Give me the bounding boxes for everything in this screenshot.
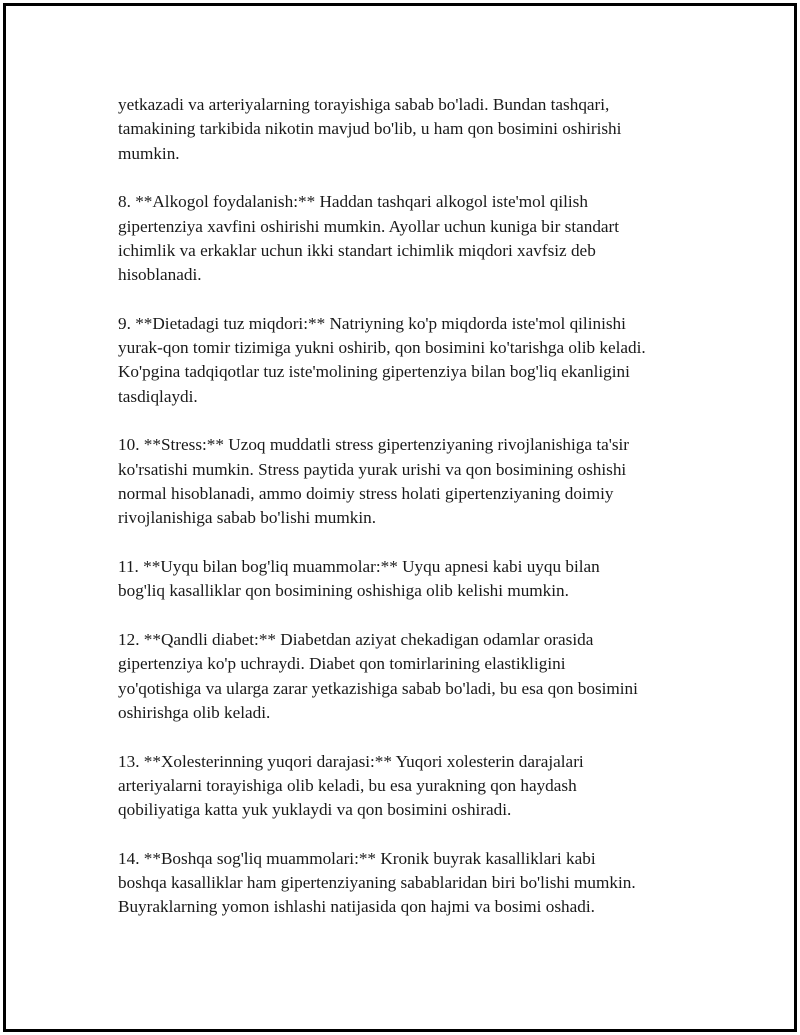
paragraph-continuation: yetkazadi va arteriyalarning torayishiga sabab bo'ladi. Bundan tashqari, tamakining tarkibida nikotin mavjud bo'lib, u ham qon bosimini oshirishi mumkin. [118,95,622,163]
paragraph-item-8: 8. **Alkogol foydalanish:** Haddan tashqari alkogol iste'mol qilish gipertenziya xavfini oshirishi mumkin. Ayollar uchun kuniga bir standart ichimlik va erkaklar uchun ikki standart ichimlik miqdori xavfsiz deb hisoblanadi. [118,192,620,285]
paragraph-item-14: 14. **Boshqa sog'liq muammolari:** Kronik buyrak kasalliklari kabi boshqa kasalliklar ham gipertenziyaning sabablaridan biri bo'lishi mumkin. Buyraklarning yomon ishlashi natijasida qon hajmi va bosimi oshadi. [118,848,636,917]
paragraph-item-13: 13. **Xolesterinning yuqori darajasi:** Yuqori xolesterin darajalari arteriyalarni torayishiga olib keladi, bu esa yurakning qon haydash qobiliyatiga katta yuk yuklaydi va qon bosimini oshiradi. [118,751,584,820]
paragraph-item-11: 11. **Uyqu bilan bog'liq muammolar:** Uyqu apnesi kabi uyqu bilan bog'liq kasalliklar qon bosimining oshishiga olib kelishi mumkin. [118,557,600,601]
paragraph-item-10: 10. **Stress:** Uzoq muddatli stress gipertenziyaning rivojlanishiga ta'sir ko'rsatishi mumkin. Stress paytida yurak urishi va qon bosimining oshishi normal hisoblanadi, ammo doimiy stress holati gipertenziyaning doimiy rivojlanishiga sabab bo'lishi mumkin. [118,435,630,528]
paragraph-item-9: 9. **Dietadagi tuz miqdori:** Natriyning ko'p miqdorda iste'mol qilinishi yurak-qon tomir tizimiga yukni oshirib, qon bosimini ko'tarishga olib keladi. Ko'pgina tadqiqotlar tuz iste'molining gipertenziya bilan bog'liq ekanligini tasdiqlaydi. [118,313,646,406]
document-body [118,93,698,944]
paragraph-item-12: 12. **Qandli diabet:** Diabetdan aziyat chekadigan odamlar orasida gipertenziya ko'p uchraydi. Diabet qon tomirlarining elastikligini yo'qotishiga va ularga zarar yetkazishiga sabab bo'ladi, bu esa qon bosimini oshirishga olib keladi. [118,630,638,722]
